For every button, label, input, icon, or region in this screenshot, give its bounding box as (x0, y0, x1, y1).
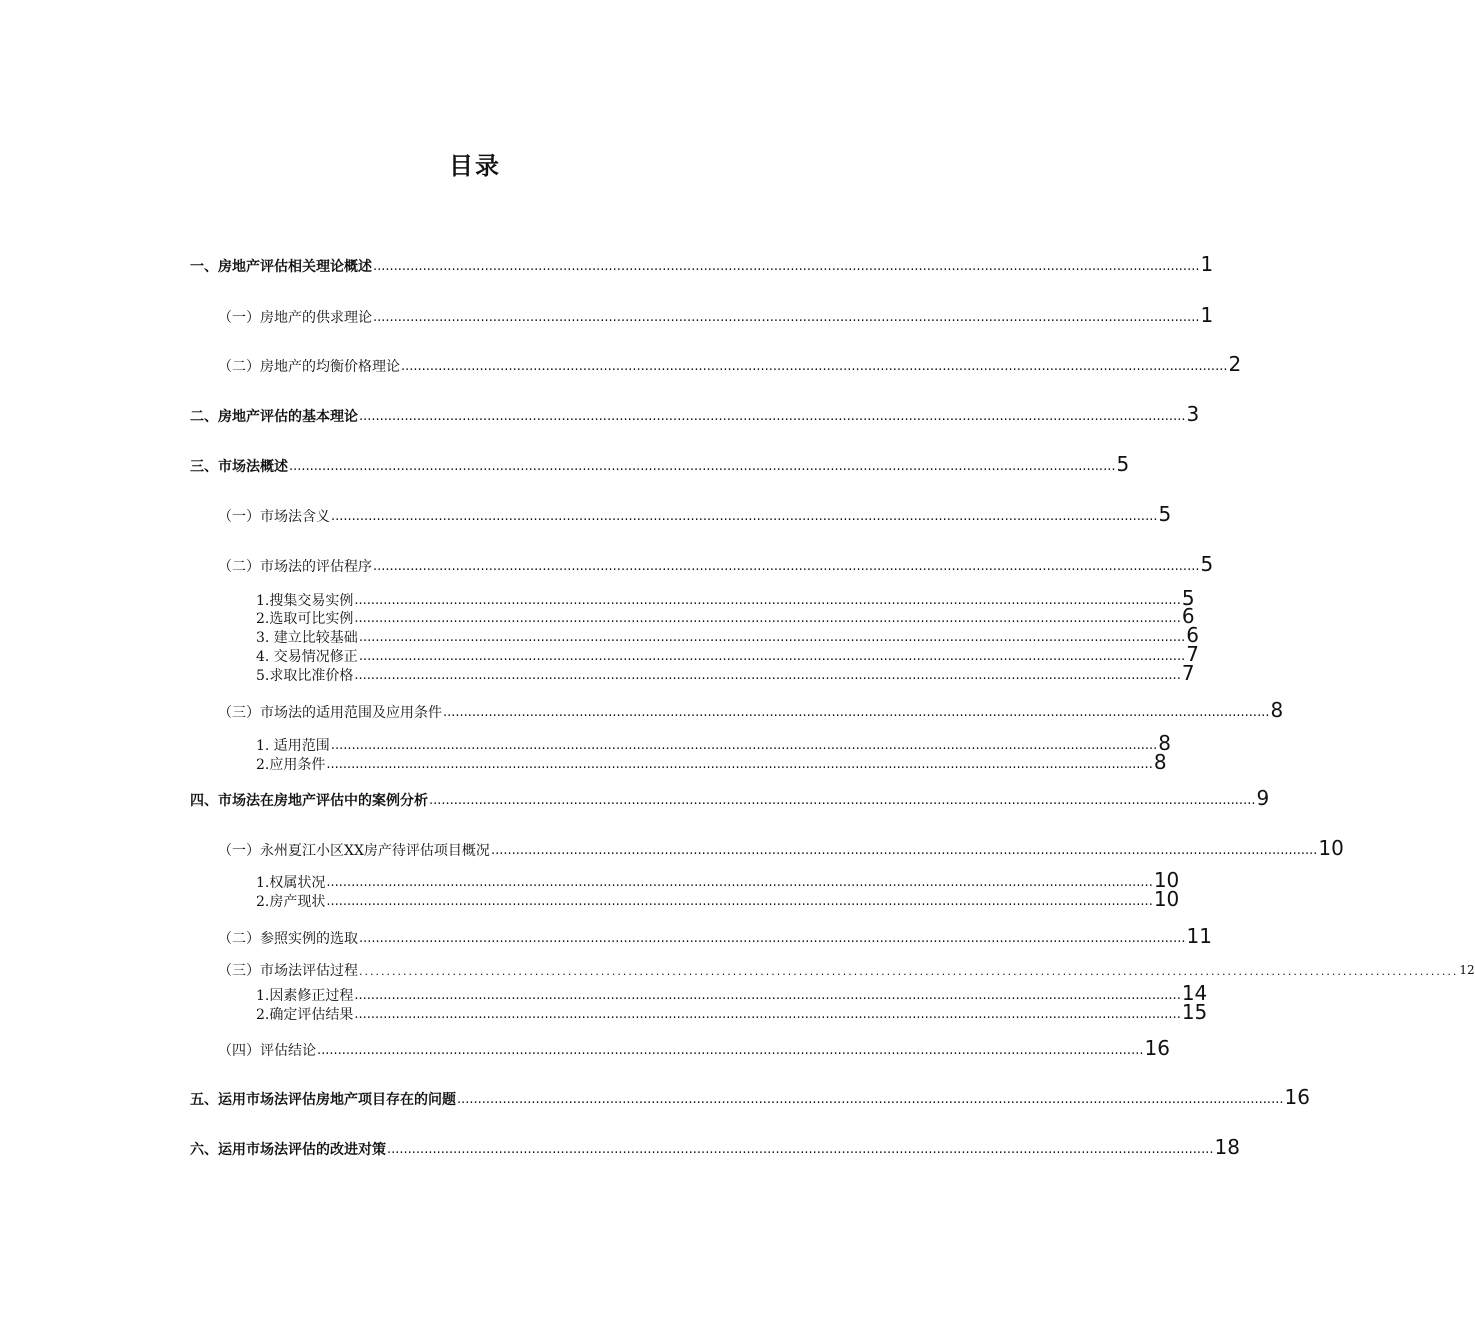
toc-entry[interactable] (256, 1000, 1208, 1024)
toc-leader-dots: ........................................................................................................................................................................................................ (373, 559, 1200, 574)
toc-entry[interactable] (218, 963, 1475, 979)
toc-page-number: 5 (1200, 552, 1214, 576)
toc-page-number: 10 (1153, 868, 1180, 892)
toc-entry[interactable] (256, 887, 1180, 911)
toc-entry-label: 1.权属状况 (256, 875, 326, 891)
toc-entry-label: （二）市场法的评估程序 (218, 559, 372, 575)
toc-page-number: 11 (1186, 924, 1212, 948)
toc-entry[interactable] (218, 502, 1172, 526)
toc-leader-dots: ........................................................................................................................................................................................................ (373, 259, 1200, 274)
toc-entry-label: 1.因素修正过程 (256, 988, 354, 1004)
toc-entry-label: 四、市场法在房地产评估中的案例分析 (190, 793, 428, 809)
toc-page-number: 8 (1270, 698, 1284, 722)
toc-entry-label: 5.求取比准价格 (256, 668, 354, 684)
toc-leader-dots: ........................................................................................................................................................................................................ (330, 738, 1158, 753)
toc-entry-label: 2.确定评估结果 (256, 1007, 354, 1023)
toc-page-number: 18 (1214, 1135, 1240, 1159)
toc-leader-dots: ........................................................................................................................................................................................................ (490, 843, 1318, 858)
toc-leader-dots: ........................................................................................................................................................................................................ (326, 875, 1153, 890)
toc-entry[interactable] (256, 981, 1208, 1005)
toc-leader-dots: ........................................................................................................................................................................................................ (354, 988, 1181, 1003)
toc-leader-dots: ........................................................................................................................................................................................................ (457, 1092, 1284, 1107)
toc-entry-label: 二、房地产评估的基本理论 (190, 409, 358, 425)
toc-leader-dots: ........................................................................................................................................................................................................ (317, 1043, 1144, 1058)
toc-page-number: 5 (1158, 502, 1172, 526)
toc-page-number: 15 (1181, 1000, 1208, 1024)
toc-leader-dots: ........................................................................................................................................................................................................ (373, 310, 1200, 325)
toc-page-number: 8 (1158, 731, 1172, 755)
toc-page-number: 12 (1459, 963, 1475, 977)
toc-entry-label: （一）市场法含义 (218, 509, 330, 525)
toc-entry-label: （二）参照实例的选取 (218, 931, 358, 947)
toc-entry[interactable] (218, 1036, 1170, 1060)
toc-entry-label: 4. 交易情况修正 (256, 649, 358, 665)
toc-entry[interactable] (190, 786, 1270, 810)
toc-entry[interactable] (256, 623, 1200, 647)
toc-entry-label: 2.应用条件 (256, 757, 326, 773)
toc-entry[interactable] (218, 698, 1284, 722)
toc-page-number: 2 (1228, 352, 1242, 376)
toc-page-number: 10 (1318, 836, 1344, 860)
toc-entry-label: （三）市场法评估过程 (218, 963, 358, 979)
toc-entry-label: 五、运用市场法评估房地产项目存在的问题 (190, 1092, 456, 1108)
toc-page-number: 10 (1153, 887, 1180, 911)
toc-entry[interactable] (190, 1135, 1240, 1159)
toc-entry-label: （三）市场法的适用范围及应用条件 (218, 705, 442, 721)
toc-entry-label: （二）房地产的均衡价格理论 (218, 359, 400, 375)
toc-entry[interactable] (256, 661, 1195, 685)
toc-leader-dots: ........................................................................................................................................................................................................ (331, 509, 1158, 524)
toc-page-number: 3 (1186, 402, 1200, 426)
toc-leader-dots: ........................................................................................................................................................................................................ (289, 459, 1116, 474)
toc-page-number: 16 (1144, 1036, 1170, 1060)
toc-leader-dots: ........................................................................................................................................................................................................ (359, 409, 1186, 424)
toc-leader-dots: ........................................................................................................................................................................................................ (358, 630, 1186, 645)
toc-leader-dots: ........................................................................................................................................................................................................ (358, 649, 1186, 664)
toc-entry[interactable] (218, 924, 1212, 948)
toc-entry-label: 1. 适用范围 (256, 738, 330, 754)
toc-entry-label: （四）评估结论 (218, 1043, 316, 1059)
toc-entry[interactable] (190, 402, 1200, 426)
toc-leader-dots: ........................................................................................................................................................................................................ (354, 611, 1181, 626)
toc-entry-label: 2.房产现状 (256, 894, 326, 910)
toc-page-number: 8 (1153, 750, 1167, 774)
toc-entry[interactable] (256, 604, 1195, 628)
toc-entry-label: 三、市场法概述 (190, 459, 288, 475)
toc-leader-dots: ........................................................................................................................................................................................................ (429, 793, 1256, 808)
toc-entry-label: 3. 建立比较基础 (256, 630, 358, 646)
toc-entry[interactable] (218, 552, 1214, 576)
toc-leader-dots: ........................................................................................................................................................................................................ (443, 705, 1270, 720)
toc-entry-label: （一）永州夏江小区XX房产待评估项目概况 (218, 843, 490, 859)
toc-entry[interactable] (218, 352, 1242, 376)
toc-leader-dots: ........................................................................................................................................................................................................ (354, 1007, 1181, 1022)
page-title: 目录 (449, 152, 501, 180)
toc-entry-label: 一、房地产评估相关理论概述 (190, 259, 372, 275)
toc-leader-dots: ........................................................................................................................................................................................................ (387, 1142, 1214, 1157)
toc-entry-label: 六、运用市场法评估的改进对策 (190, 1142, 386, 1158)
toc-entry[interactable] (190, 252, 1214, 276)
toc-page-number: 16 (1284, 1085, 1310, 1109)
toc-entry[interactable] (256, 586, 1195, 610)
toc-leader-dots: ........................................................................................................................................................................................................ (354, 668, 1181, 683)
toc-entry[interactable] (256, 731, 1172, 755)
toc-page-number: 7 (1181, 661, 1195, 685)
toc-leader-dots: ........................................................................................................................................................................................................ (354, 593, 1181, 608)
toc-entry[interactable] (190, 452, 1130, 476)
toc-entry[interactable] (190, 1085, 1310, 1109)
toc-leader-dots: ........................................................................................................................................................................................................ (359, 965, 1459, 978)
toc-leader-dots: ........................................................................................................................................................................................................ (326, 757, 1153, 772)
toc-page-number: 9 (1256, 786, 1270, 810)
toc-entry[interactable] (256, 868, 1180, 892)
toc-page-number: 7 (1186, 642, 1200, 666)
toc-entry-label: （一）房地产的供求理论 (218, 310, 372, 326)
toc-leader-dots: ........................................................................................................................................................................................................ (359, 931, 1186, 946)
toc-entry-label: 2.选取可比实例 (256, 611, 354, 627)
toc-page-number: 6 (1186, 623, 1200, 647)
toc-leader-dots: ........................................................................................................................................................................................................ (401, 359, 1228, 374)
toc-entry[interactable] (256, 642, 1200, 666)
toc-page-number: 14 (1181, 981, 1208, 1005)
toc-entry-label: 1.搜集交易实例 (256, 593, 354, 609)
toc-page-number: 1 (1200, 303, 1214, 327)
toc-entry[interactable] (256, 750, 1167, 774)
toc-leader-dots: ........................................................................................................................................................................................................ (326, 894, 1153, 909)
toc-entry[interactable] (218, 303, 1214, 327)
toc-page-number: 1 (1200, 252, 1214, 276)
toc-page-number: 5 (1116, 452, 1130, 476)
toc-page-number: 5 (1181, 586, 1195, 610)
toc-page-number: 6 (1181, 604, 1195, 628)
toc-entry[interactable] (218, 836, 1344, 860)
